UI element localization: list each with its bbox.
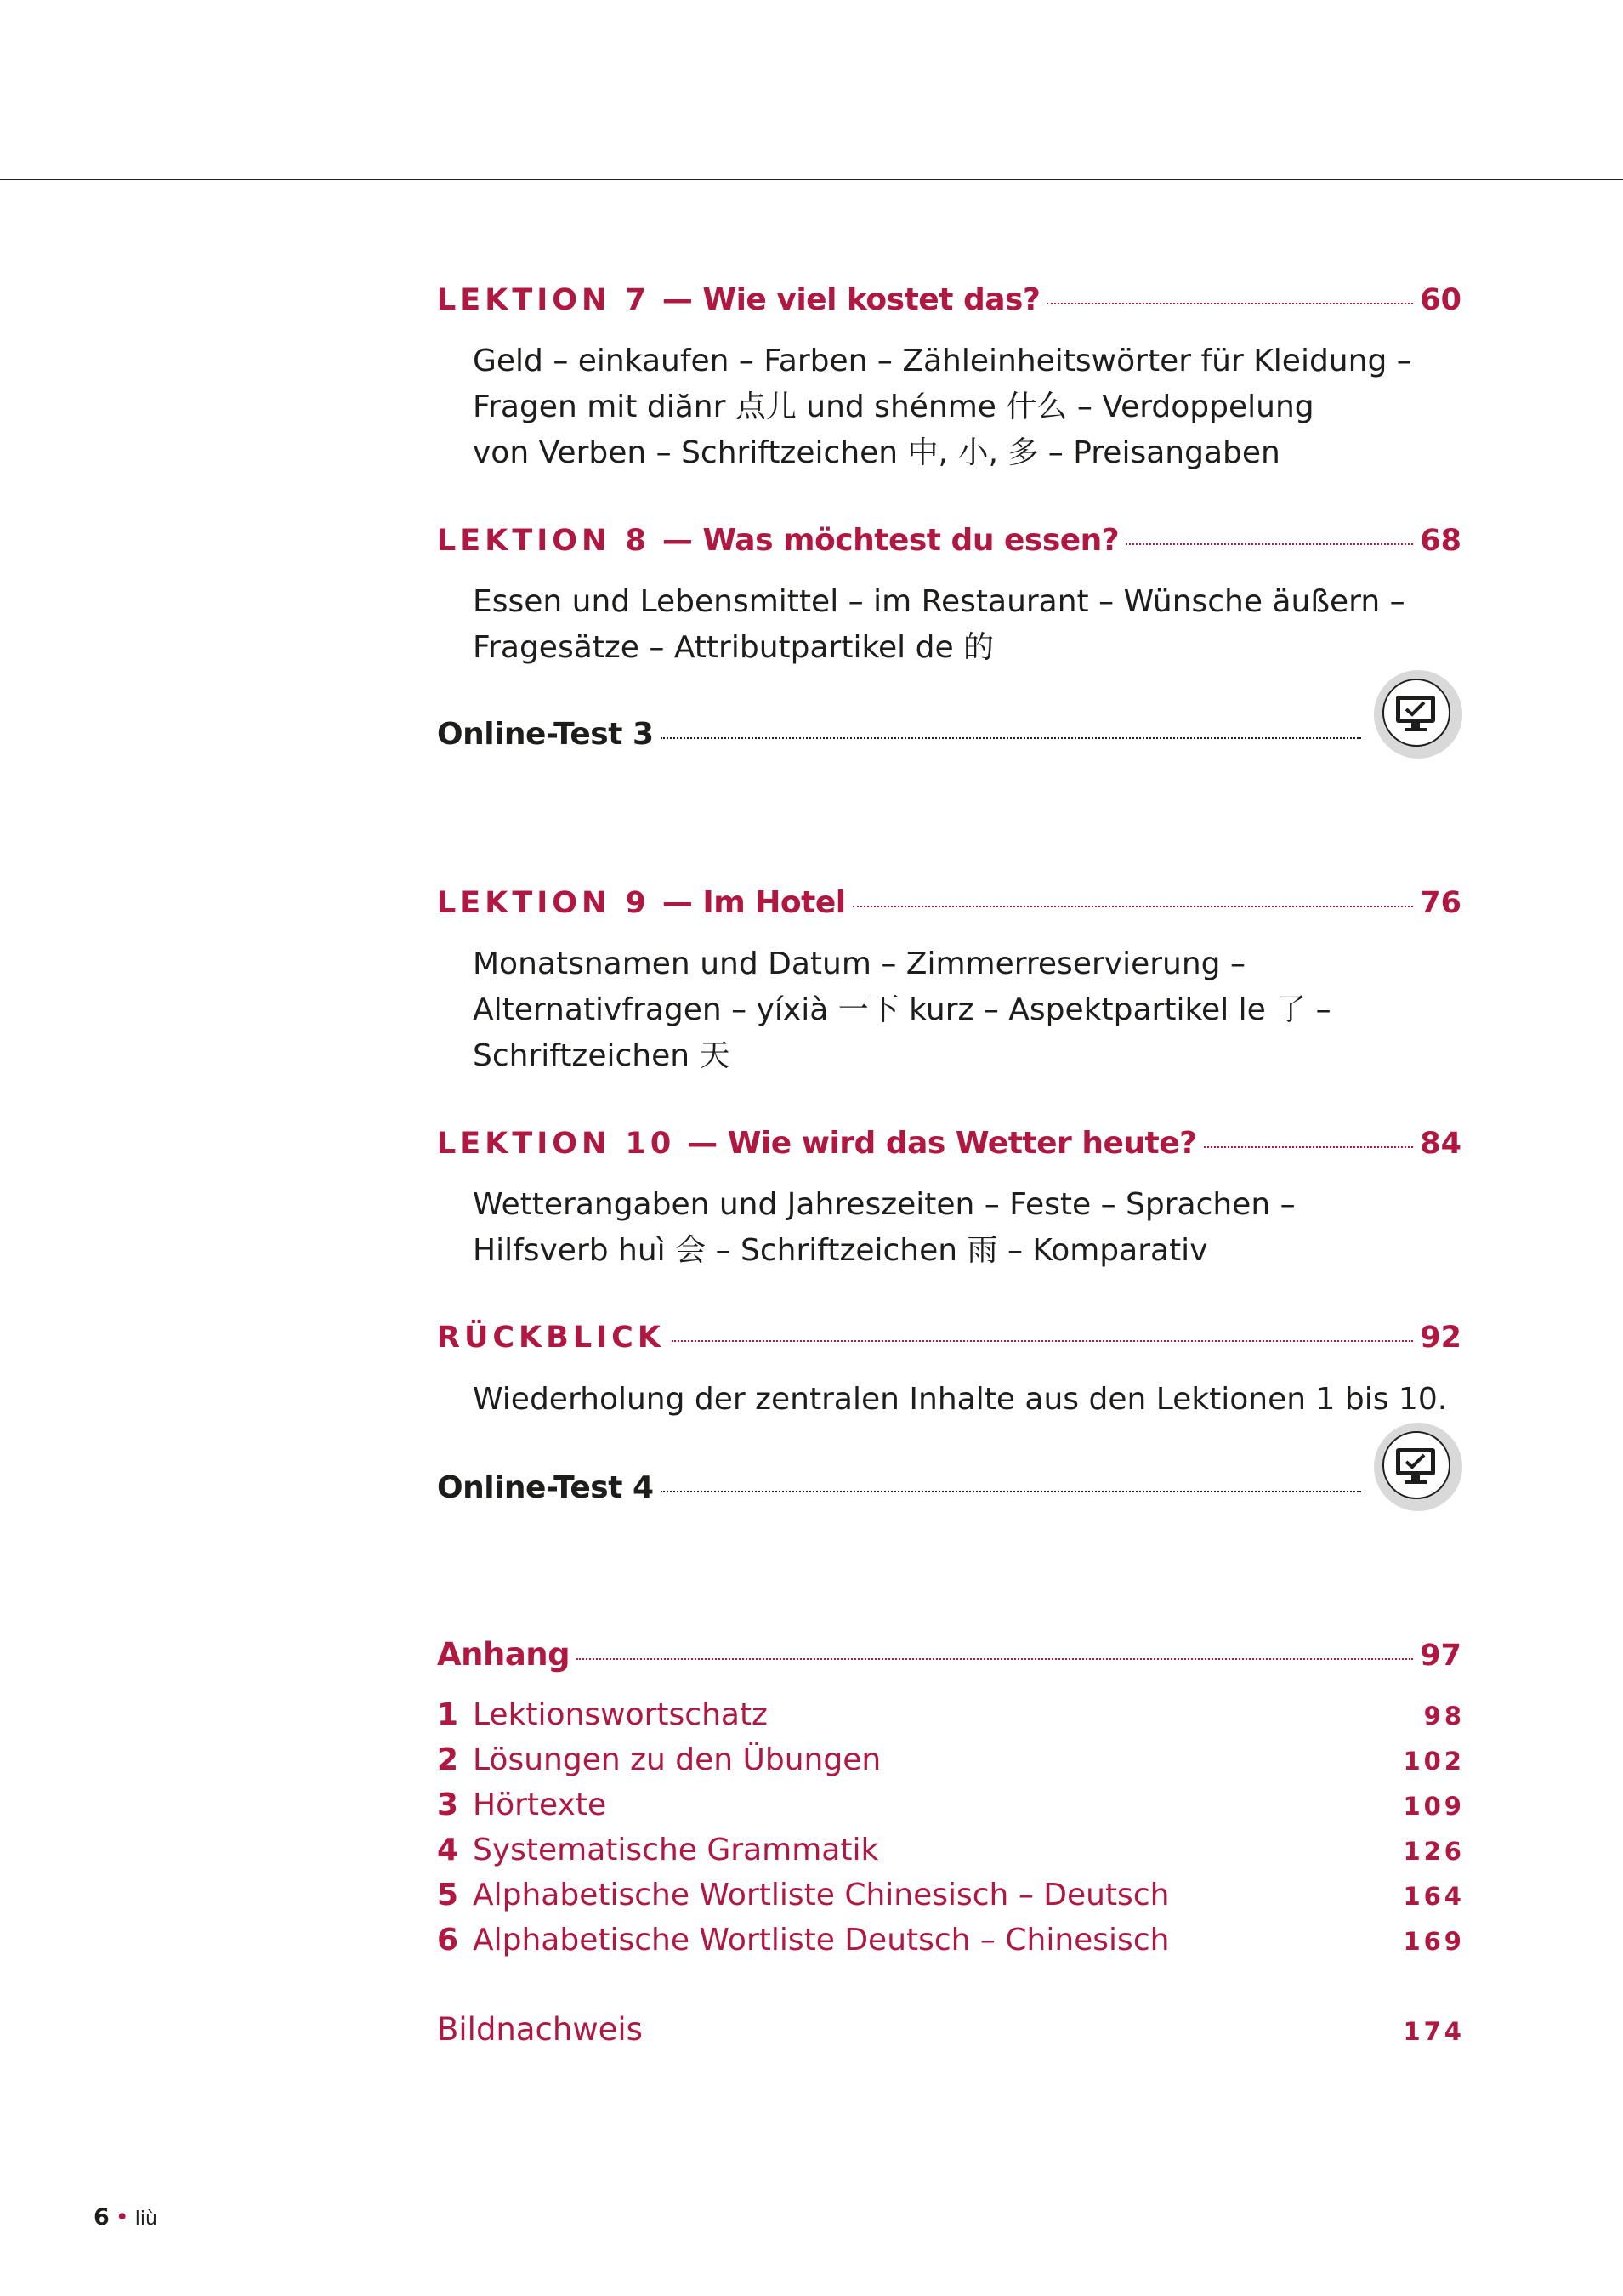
appendix-number: 5 (437, 1878, 459, 1912)
lesson-description (473, 338, 1461, 476)
online-test-label: Online-Test 3 (437, 717, 654, 752)
folio-bullet-icon: • (115, 2204, 129, 2231)
bildnachweis-page: 174 (1403, 2017, 1465, 2046)
folio-word: liù (134, 2208, 157, 2230)
toc-entry-lektion-7[interactable] (437, 282, 1461, 476)
bildnachweis-label: Bildnachweis (437, 2011, 643, 2048)
toc-entry-lektion-8[interactable] (437, 523, 1461, 671)
rueckblick-description (473, 1377, 1461, 1423)
appendix-label: Alphabetische Wortliste Deutsch – Chinesisch (473, 1923, 1170, 1958)
rueckblick-label: RÜCKBLICK (437, 1321, 665, 1355)
computer-test-icon[interactable] (1374, 670, 1462, 759)
appendix-number: 2 (437, 1742, 459, 1777)
appendix-number: 3 (437, 1787, 459, 1822)
description-line: Alternativfragen – yíxià 一下 kurz – Aspektpartikel le 了 – (473, 992, 1331, 1027)
header-rule (0, 179, 1623, 180)
description-line: Fragesätze – Attributpartikel de 的 (473, 630, 995, 665)
dot-leader (661, 1491, 1361, 1492)
toc-heading-row (437, 282, 1461, 327)
description-line: Monatsnamen und Datum – Zimmerreservierung – (473, 946, 1246, 981)
toc-entry-online-test-3[interactable] (437, 717, 1461, 752)
dot-leader (576, 1658, 1413, 1660)
lesson-label: LEKTION 7 (437, 283, 650, 317)
appendix-item[interactable] (437, 1878, 1465, 1923)
appendix-item[interactable] (437, 1697, 1465, 1742)
appendix-label: Alphabetische Wortliste Chinesisch – Deutsch (473, 1878, 1170, 1912)
lesson-description (473, 1182, 1461, 1274)
online-test-row (437, 1470, 1461, 1505)
toc-heading-row (437, 1126, 1461, 1170)
toc-section-anhang (437, 1636, 1465, 1968)
dot-leader (1047, 303, 1413, 304)
dot-leader (672, 1340, 1413, 1342)
page-number: 97 (1420, 1639, 1461, 1673)
appendix-page: 102 (1403, 1747, 1465, 1776)
toc-heading-row[interactable] (437, 1636, 1461, 1680)
toc-entry-lektion-10[interactable] (437, 1126, 1461, 1274)
appendix-list (437, 1697, 1465, 1968)
appendix-page: 109 (1403, 1792, 1465, 1821)
lesson-description (473, 579, 1461, 671)
dot-leader (853, 906, 1414, 907)
appendix-number: 4 (437, 1833, 459, 1867)
appendix-label: Hörtexte (473, 1787, 607, 1822)
page-number: 92 (1420, 1321, 1461, 1355)
description-line: Fragen mit diănr 点儿 und shénme 什么 – Verdoppelung (473, 389, 1314, 424)
toc-heading-row (437, 885, 1461, 929)
toc-entry-lektion-9[interactable] (437, 885, 1461, 1079)
appendix-label: Lektionswortschatz (473, 1697, 768, 1732)
appendix-page: 164 (1403, 1882, 1465, 1911)
description-line: Schriftzeichen 天 (473, 1038, 730, 1073)
dot-leader (1126, 543, 1413, 545)
online-test-label: Online-Test 4 (437, 1470, 654, 1505)
appendix-number: 6 (437, 1923, 459, 1958)
page-number: 76 (1420, 886, 1461, 920)
toc-entry-bildnachweis[interactable] (437, 2011, 1465, 2048)
appendix-item[interactable] (437, 1742, 1465, 1787)
lesson-title: — Was möchtest du essen? (661, 523, 1120, 558)
description-line: Essen und Lebensmittel – im Restaurant – Wünsche äußern – (473, 584, 1405, 619)
lesson-title: — Wie wird das Wetter heute? (687, 1126, 1197, 1161)
page-number: 68 (1420, 524, 1461, 558)
toc-heading-row (437, 1321, 1461, 1365)
lesson-label: LEKTION 10 (437, 1127, 676, 1161)
online-test-row (437, 717, 1461, 752)
toc-entry-rueckblick[interactable] (437, 1321, 1461, 1423)
page-number: 60 (1420, 283, 1461, 317)
lesson-title: — Wie viel kostet das? (661, 282, 1041, 317)
description-line: von Verben – Schriftzeichen 中, 小, 多 – Preisangaben (473, 435, 1280, 470)
appendix-page: 169 (1403, 1927, 1465, 1956)
description-line: Wiederholung der zentralen Inhalte aus den Lektionen 1 bis 10. (473, 1382, 1448, 1417)
lesson-label: LEKTION 8 (437, 524, 650, 558)
folio-number: 6 (94, 2204, 110, 2231)
appendix-item[interactable] (437, 1787, 1465, 1833)
dot-leader (661, 737, 1361, 739)
appendix-item[interactable] (437, 1833, 1465, 1878)
anhang-title: Anhang (437, 1636, 570, 1673)
appendix-label: Lösungen zu den Übungen (473, 1742, 882, 1777)
appendix-page: 126 (1403, 1837, 1465, 1866)
description-line: Wetterangaben und Jahreszeiten – Feste – Sprachen – (473, 1187, 1296, 1222)
page-folio (94, 2204, 157, 2231)
appendix-number: 1 (437, 1697, 459, 1732)
description-line: Hilfsverb huì 会 – Schriftzeichen 雨 – Komparativ (473, 1233, 1208, 1268)
appendix-page: 98 (1423, 1702, 1465, 1731)
toc-entry-online-test-4[interactable] (437, 1470, 1461, 1505)
appendix-item[interactable] (437, 1923, 1465, 1968)
appendix-label: Systematische Grammatik (473, 1833, 879, 1867)
toc-heading-row (437, 523, 1461, 567)
lesson-title: — Im Hotel (661, 885, 846, 920)
dot-leader (1204, 1146, 1414, 1148)
computer-test-icon[interactable] (1374, 1423, 1462, 1511)
description-line: Geld – einkaufen – Farben – Zähleinheitswörter für Kleidung – (473, 344, 1412, 378)
lesson-description (473, 941, 1461, 1079)
lesson-label: LEKTION 9 (437, 886, 650, 920)
page-number: 84 (1420, 1127, 1461, 1161)
